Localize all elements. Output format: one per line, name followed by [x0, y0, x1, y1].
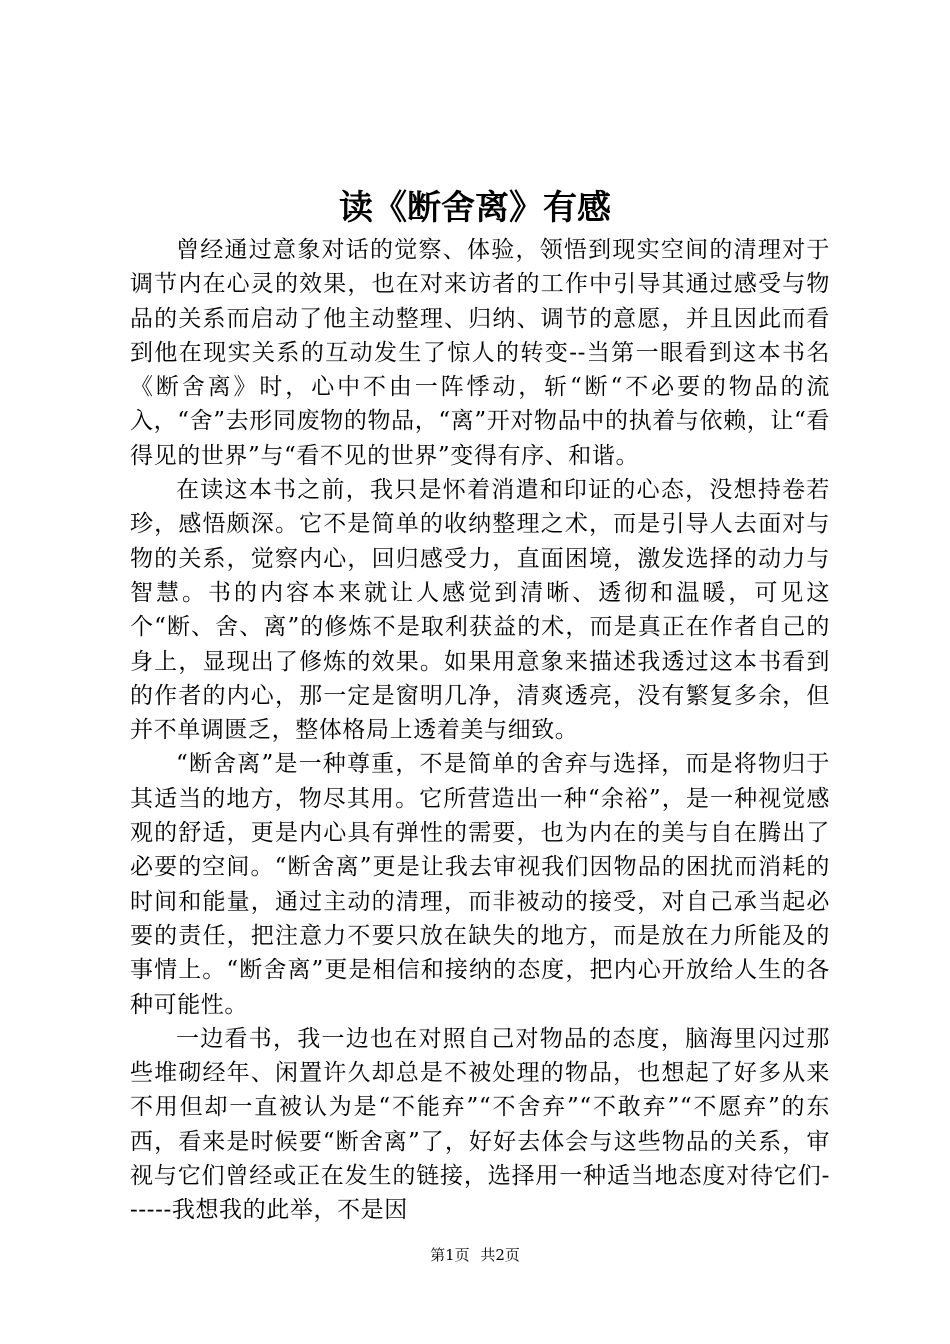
page-number-total: 共2页: [480, 1246, 520, 1264]
page-number-current: 第1页: [430, 1246, 470, 1264]
document-title: 读《断舍离》有感: [339, 188, 611, 228]
paragraph-1: 曾经通过意象对话的觉察、体验，领悟到现实空间的清理对于调节内在心灵的效果，也在对来访者的工作中引导其通过感受与物品的关系而启动了他主动整理、归纳、调节的意愿，并且因此而看到他在现实关系的互动发生了惊人的转变--当第一眼看到这本书名《断舍离》时，心中不由一阵悸动，斩“断“不必要的物品的流入，“舍”去形同废物的物品，“离”开对物品中的执着与依赖，让“看得见的世界”与“看不见的世界”变得有序、和谐。: [130, 237, 830, 469]
document-body: [130, 233, 830, 1228]
paragraph-2: 在读这本书之前，我只是怀着消遣和印证的心态，没想持卷若珍，感悟颇深。它不是简单的收纳整理之术，而是引导人去面对与物的关系，觉察内心，回归感受力，直面困境，激发选择的动力与智慧。书的内容本来就让人感觉到清晰、透彻和温暖，可见这个“断、舍、离”的修炼不是取利获益的术，而是真正在作者自己的身上，显现出了修炼的效果。如果用意象来描述我透过这本书看到的作者的内心，那一定是窗明几净，清爽透亮，没有繁复多余，但并不单调匮乏，整体格局上透着美与细致。: [130, 477, 830, 744]
page-footer: [0, 1244, 950, 1266]
paragraph-3: “断舍离”是一种尊重，不是简单的舍弃与选择，而是将物归于其适当的地方，物尽其用。它所营造出一种“余裕”，是一种视觉感观的舒适，更是内心具有弹性的需要，也为内在的美与自在腾出了必要的空间。“断舍离”更是让我去审视我们因物品的困扰而消耗的时间和能量，通过主动的清理，而非被动的接受，对自己承当起必要的责任，把注意力不要只放在缺失的地方，而是放在力所能及的事情上。“断舍离”更是相信和接纳的态度，把内心开放给人生的各种可能性。: [130, 751, 830, 1018]
paragraph-4: 一边看书，我一边也在对照自己对物品的态度，脑海里闪过那些堆砌经年、闲置许久却总是不被处理的物品，也想起了好多从来不用但却一直被认为是“不能弃”“不舍弃”“不敢弃”“不愿弃”的东西，看来是时候要“断舍离”了，好好去体会与这些物品的关系，审视与它们曾经或正在发生的链接，选择用一种适当地态度对待它们------我想我的此举，不是因: [130, 1025, 830, 1224]
